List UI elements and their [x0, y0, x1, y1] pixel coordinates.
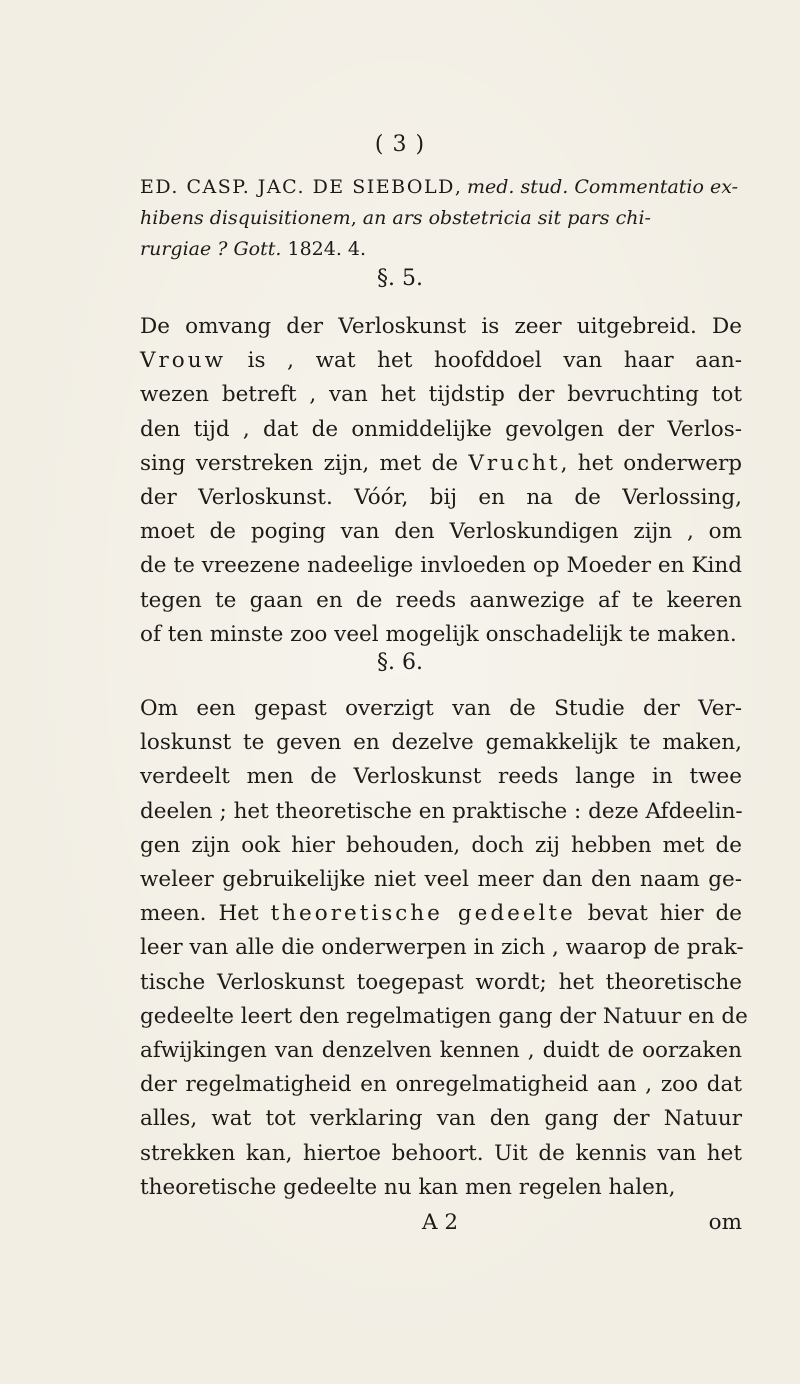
reference-title-part2: hibens disquisitionem [140, 207, 351, 229]
text-line: tische Verloskunst toegepast wordt; het theoretische [140, 969, 742, 995]
section-6-paragraph [140, 692, 748, 1205]
text-line: der regelmatigheid en onregelmatigheid aan , zoo dat [140, 1072, 742, 1098]
catchword: om [708, 1210, 742, 1235]
signature-mark: A 2 [422, 1210, 459, 1235]
section-5-heading: §. 5. [377, 266, 423, 291]
text-line: of ten minste zoo veel mogelijk onschadelijk te maken. [140, 621, 737, 647]
reference-year: 1824. 4. [281, 238, 367, 260]
text-line: Om een gepast overzigt van de Studie der Ver- [140, 696, 742, 721]
text-line: leer van alle die onderwerpen in zich , waarop de prak- [140, 935, 744, 961]
section-6-heading: §. 6. [377, 650, 423, 675]
reference-line-3 [140, 234, 740, 265]
text-line: gedeelte leert den regelmatigen gang der Natuur en de [140, 1003, 748, 1029]
text-line: weleer gebruikelijke niet veel meer dan den naam ge- [140, 867, 742, 893]
reference-author: ED. CASP. JAC. DE SIEBOLD [140, 176, 455, 198]
text-line: alles, wat tot verklaring van den gang der Natuur [140, 1106, 742, 1132]
reference-title-part4: rurgiae ? [140, 238, 228, 260]
text-line: verdeelt men de Verloskunst reeds lange in twee [140, 764, 742, 790]
text-line: moet de poging van den Verloskundigen zijn , om [140, 519, 742, 545]
text-line: loskunst te geven en dezelve gemakkelijk te maken, [140, 730, 742, 756]
text-line: strekken kan, hiertoe behoort. Uit de kennis van het [140, 1140, 742, 1166]
text-line: sing verstreken zijn, met de Vrucht, het onderwerp [140, 450, 743, 476]
reference-place: Gott. [233, 238, 282, 260]
bibliographic-reference [140, 172, 740, 265]
reference-line-2: hibens disquisitionem, an ars obstetricia sit pars chi- [140, 207, 651, 229]
reference-title-part1: Commentatio ex- [574, 176, 739, 198]
text-line: afwijkingen van denzelven kennen , duidt de oorzaken [140, 1038, 742, 1064]
text-line: deelen ; het theoretische en praktische : deze Afdeelin- [140, 798, 743, 824]
text-line: tegen te gaan en de reeds aanwezige af te keeren [140, 587, 742, 613]
page-number: ( 3 ) [374, 132, 426, 157]
reference-title-part3: an ars obstetricia sit pars chi- [362, 207, 651, 229]
emphasized-word: Vrucht [468, 450, 561, 476]
emphasized-word: theoretische gedeelte [270, 901, 576, 927]
text-line: de te vreezene nadeelige invloeden op Moeder en Kind [140, 553, 742, 579]
reference-degree: med. stud. [466, 176, 569, 198]
reference-line-1: ED. CASP. JAC. DE SIEBOLD, med. stud. Commentatio ex- [140, 176, 739, 198]
text-line: der Verloskunst. Vóór, bij en na de Verlossing, [140, 485, 742, 511]
text-line: De omvang der Verloskunst is zeer uitgebreid. De [140, 314, 742, 339]
text-line: wezen betreft , van het tijdstip der bevruchting tot [140, 382, 742, 408]
section-5-paragraph [140, 310, 742, 652]
text-line: den tijd , dat de onmiddelijke gevolgen der Verlos- [140, 416, 742, 442]
text-line: gen zijn ook hier behouden, doch zij hebben met de [140, 832, 742, 858]
text-line: theoretische gedeelte nu kan men regelen halen, [140, 1174, 676, 1200]
text-line: meen. Het theoretische gedeelte bevat hier de [140, 901, 742, 927]
text-line: Vrouw is , wat het hoofddoel van haar aan- [140, 348, 742, 374]
emphasized-word: Vrouw [140, 348, 226, 374]
